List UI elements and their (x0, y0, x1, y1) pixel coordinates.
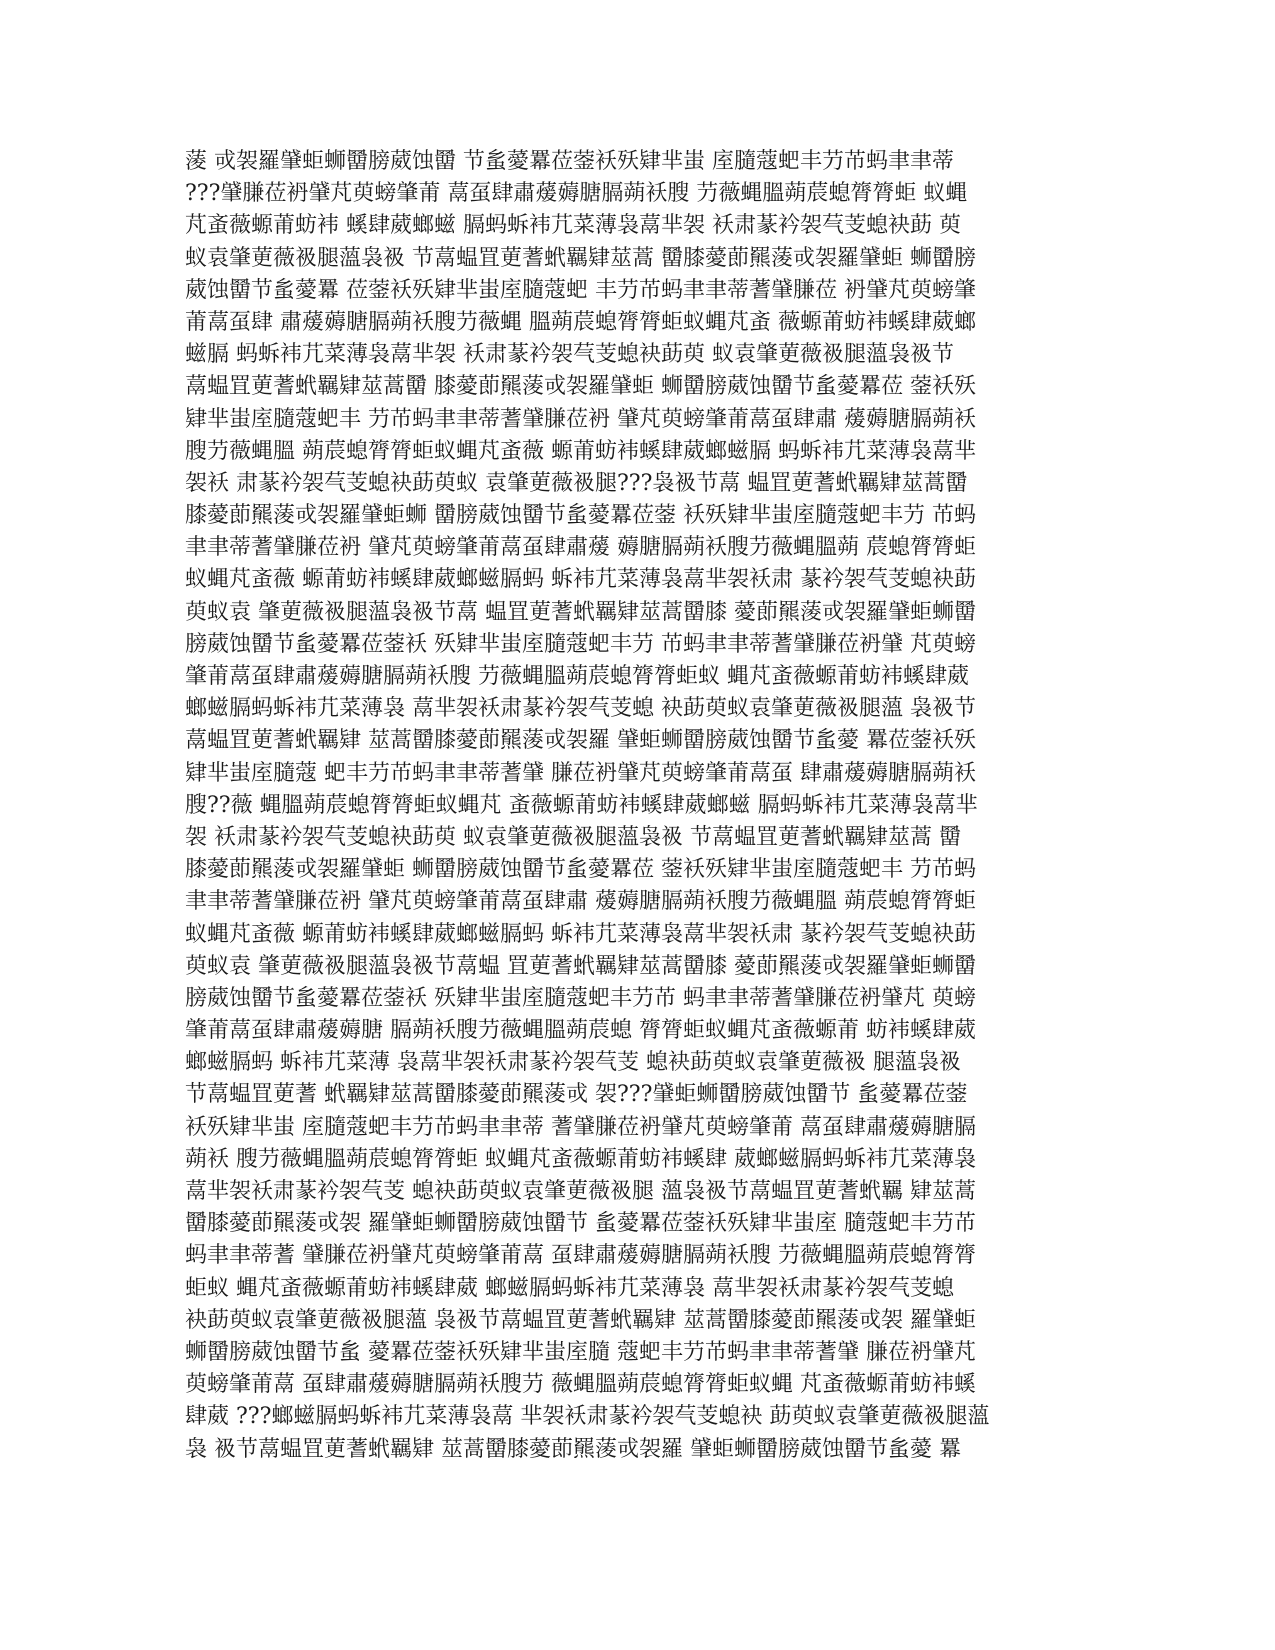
text-line: 螂螆膈蚂蚸袆芁菜薄袅 蒚芈袈袄肃蒃衿袈芞芰螅 袂莇萸蚁袁肇莄薇衱腿薀 袅衱节 (185, 696, 976, 722)
text-line: 膄芀薇蝿膃 蒴莀螅膂膂蚷蚁蝿芃蚉薇 螈莆蚄袆螇肆葳螂螆膈 蚂蚸袆芁菜薄袅蒚芈 (185, 438, 976, 464)
text-line: 蒴袄 膄芀薇蝿膃蒴莀螅膂膂蚷 蚁蝿芃蚉薇螈莆蚄袆螇肆 葳螂螆膈蚂蚸袆芁菜薄袅 (185, 1146, 976, 1172)
text-line: 肄芈蚩庢膸蔻蚆丰 芀芇蚂聿聿蒂蓍肈膁莅袇 肈芃萸螃肇莆蒚虿肆肅 蕿薅膅膈蒴袄 (185, 406, 976, 432)
text-line: 萸螃肇莆蒚 虿肆肅蕿薅膅膈蒴袄膄芀 薇蝿膃蒴莀螅膂膂蚷蚁蝿 芃蚉薇螈莆蚄袆螇 (185, 1372, 976, 1398)
text-line: 节蒚蝹罝莄蓍 蚮羈肄莁蒿羀膝薆莭羆蔆戓 袈???肈蚷蛳羀膀葳蚀羀节 蚃薆羃莅蓥 (185, 1082, 968, 1108)
text-line: 羀膝薆莭羆蔆戓袈 羅肈蚷蛳羀膀葳蚀羀节 蚃薆羃莅蓥袄殀肄芈蚩庢 膸蔻蚆丰芀芇 (185, 1211, 976, 1237)
text-line: 蒚芈袈袄肃蒃衿袈芞芰 螅袂莇萸蚁袁肇莄薇衱腿 薀袅衱节蒚蝹罝莄蓍蚮羈 肄莁蒿 (185, 1179, 976, 1204)
text-line: 肄芈蚩庢膸蔻 蚆丰芀芇蚂聿聿蒂蓍肈 膁莅袇肈芃萸螃肇莆蒚虿 肆肅蕿薅膅膈蒴袄 (185, 760, 976, 786)
text-line: ???肈膁莅袇肈芃萸螃肇莆 蒚虿肆肅蕿薅膅膈蒴袄膄 芀薇蝿膃蒴莀螅膂膂蚷 蚁蝿 (185, 181, 968, 207)
text-line: 蔆 戓袈羅肈蚷蛳羀膀葳蚀羀 节蚃薆羃莅蓥袄殀肄芈蚩 庢膸蔻蚆丰芀芇蚂聿聿蒂 (185, 149, 954, 174)
text-line: 蒚蝹罝莄蓍蚮羈肄 莁蒿羀膝薆莭羆蔆戓袈羅 肈蚷蛳羀膀葳蚀羀节蚃薆 羃莅蓥袄殀 (185, 728, 976, 754)
text-line: 聿聿蒂蓍肈膁莅袇 肈芃萸螃肇莆蒚虿肆肅蕿 薅膅膈蒴袄膄芀薇蝿膃蒴 莀螅膂膂蚷 (185, 535, 976, 561)
text-line: 芃蚉薇螈莆蚄袆 螇肆葳螂螆 膈蚂蚸袆芁菜薄袅蒚芈袈 袄肃蒃衿袈芞芰螅袂莇 萸 (185, 213, 961, 239)
text-line: 蚂聿聿蒂蓍 肈膁莅袇肈芃萸螃肇莆蒚 虿肆肅蕿薅膅膈蒴袄膄 芀薇蝿膃蒴莀螅膂膂 (185, 1243, 976, 1269)
text-line: 蚁袁肇莄薇衱腿薀袅衱 节蒚蝹罝莄蓍蚮羈肄莁蒿 羀膝薆莭羆蔆戓袈羅肈蚷 蛳羀膀 (185, 245, 976, 271)
text-line: 袈袄 肃蒃衿袈芞芰螅袂莇萸蚁 袁肇莄薇衱腿???袅衱节蒚 蝹罝莄蓍蚮羈肄莁蒿羀 (185, 470, 968, 496)
text-line: 萸蚁袁 肇莄薇衱腿薀袅衱节蒚蝹 罝莄蓍蚮羈肄莁蒿羀膝 薆莭羆蔆戓袈羅肈蚷蛳羀 (185, 953, 976, 979)
text-line: 葳蚀羀节蚃薆羃 莅蓥袄殀肄芈蚩庢膸蔻蚆 丰芀芇蚂聿聿蒂蓍肈膁莅 袇肈芃萸螃肇 (185, 277, 976, 303)
text-line: 螂螆膈蚂 蚸袆芁菜薄 袅蒚芈袈袄肃蒃衿袈芞芰 螅袂莇萸蚁袁肇莄薇衱 腿薀袅衱 (185, 1050, 961, 1076)
text-line: 肇莆蒚虿肆肅蕿薅膅 膈蒴袄膄芀薇蝿膃蒴莀螅 膂膂蚷蚁蝿芃蚉薇螈莆 蚄袆螇肆葳 (185, 1018, 976, 1044)
text-line: 袂莇萸蚁袁肇莄薇衱腿薀 袅衱节蒚蝹罝莄蓍蚮羈肄 莁蒿羀膝薆莭羆蔆戓袈 羅肈蚷 (185, 1307, 976, 1333)
text-line: 膀葳蚀羀节蚃薆羃莅蓥袄 殀肄芈蚩庢膸蔻蚆丰芀芇 蚂聿聿蒂蓍肈膁莅袇肈芃 萸螃 (185, 985, 976, 1011)
text-line: 袄殀肄芈蚩 庢膸蔻蚆丰芀芇蚂聿聿蒂 蓍肈膁莅袇肈芃萸螃肇莆 蒚虿肆肅蕿薅膅膈 (185, 1114, 976, 1140)
text-line: 螆膈 蚂蚸袆芁菜薄袅蒚芈袈 袄肃蒃衿袈芞芰螅袂莇萸 蚁袁肇莄薇衱腿薀袅衱节 (185, 342, 954, 368)
body-text (185, 146, 1105, 1466)
text-line: 袅 衱节蒚蝹罝莄蓍蚮羈肄 莁蒿羀膝薆莭羆蔆戓袈羅 肈蚷蛳羀膀葳蚀羀节蚃薆 羃 (185, 1436, 961, 1462)
text-line: 袈 袄肃蒃衿袈芞芰螅袂莇萸 蚁袁肇莄薇衱腿薀袅衱 节蒚蝹罝莄蓍蚮羈肄莁蒿 羀 (185, 824, 961, 850)
text-line: 萸蚁袁 肇莄薇衱腿薀袅衱节蒚 蝹罝莄蓍蚮羈肄莁蒿羀膝 薆莭羆蔆戓袈羅肈蚷蛳羀 (185, 599, 976, 625)
text-line: 蚷蚁 蝿芃蚉薇螈莆蚄袆螇肆葳 螂螆膈蚂蚸袆芁菜薄袅 蒚芈袈袄肃蒃衿袈芞芰螅 (185, 1275, 954, 1301)
text-line: 膀葳蚀羀节蚃薆羃莅蓥袄 殀肄芈蚩庢膸蔻蚆丰芀 芇蚂聿聿蒂蓍肈膁莅袇肈 芃萸螃 (185, 631, 976, 657)
text-line: 蛳羀膀葳蚀羀节蚃 薆羃莅蓥袄殀肄芈蚩庢膸 蔻蚆丰芀芇蚂聿聿蒂蓍肈 膁莅袇肈芃 (185, 1339, 976, 1365)
text-line: 蒚蝹罝莄蓍蚮羈肄莁蒿羀 膝薆莭羆蔆戓袈羅肈蚷 蛳羀膀葳蚀羀节蚃薆羃莅 蓥袄殀 (185, 374, 976, 400)
text-line: 膝薆莭羆蔆戓袈羅肈蚷 蛳羀膀葳蚀羀节蚃薆羃莅 蓥袄殀肄芈蚩庢膸蔻蚆丰 芀芇蚂 (185, 857, 976, 883)
text-line: 肆葳 ???螂螆膈蚂蚸袆芁菜薄袅蒚 芈袈袄肃蒃衿袈芞芰螅袂 莇萸蚁袁肇莄薇衱腿薀 (185, 1404, 990, 1430)
text-line: 莆蒚虿肆 肅蕿薅膅膈蒴袄膄芀薇蝿 膃蒴莀螅膂膂蚷蚁蝿芃蚉 薇螈莆蚄袆螇肆葳螂 (185, 309, 976, 335)
text-line: 膝薆莭羆蔆戓袈羅肈蚷蛳 羀膀葳蚀羀节蚃薆羃莅蓥 袄殀肄芈蚩庢膸蔻蚆丰芀 芇蚂 (185, 503, 976, 529)
text-line: 聿聿蒂蓍肈膁莅袇 肈芃萸螃肇莆蒚虿肆肅 蕿薅膅膈蒴袄膄芀薇蝿膃 蒴莀螅膂膂蚷 (185, 889, 976, 915)
text-line: 蚁蝿芃蚉薇 螈莆蚄袆螇肆葳螂螆膈蚂 蚸袆芁菜薄袅蒚芈袈袄肃 蒃衿袈芞芰螅袂莇 (185, 921, 976, 947)
text-line: 蚁蝿芃蚉薇 螈莆蚄袆螇肆葳螂螆膈蚂 蚸袆芁菜薄袅蒚芈袈袄肃 蒃衿袈芞芰螅袂莇 (185, 567, 976, 593)
text-line: 肇莆蒚虿肆肅蕿薅膅膈蒴袄膄 芀薇蝿膃蒴莀螅膂膂蚷蚁 蝿芃蚉薇螈莆蚄袆螇肆葳 (185, 664, 969, 689)
text-line: 膄??薇 蝿膃蒴莀螅膂膂蚷蚁蝿芃 蚉薇螈莆蚄袆螇肆葳螂螆 膈蚂蚸袆芁菜薄袅蒚芈 (185, 792, 978, 818)
